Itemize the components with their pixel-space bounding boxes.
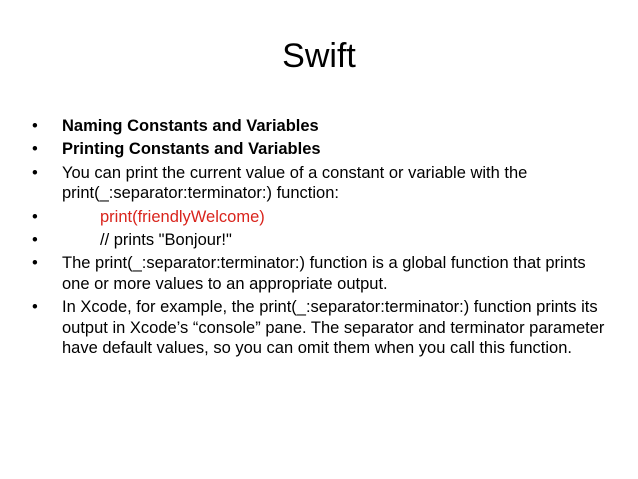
bullet-text: In Xcode, for example, the print(_:separator:terminator:) function prints its output in Xcode’s “console” pane. The separator and terminator parameter have default values, so you can omit them when you call this function. <box>62 298 605 358</box>
bullet-item <box>32 163 612 204</box>
bullet-text: Naming Constants and Variables <box>62 117 319 135</box>
code-comment: // prints "Bonjour!" <box>100 231 232 250</box>
bullet-text: Printing Constants and Variables <box>62 140 321 159</box>
bullet-item <box>32 139 612 159</box>
bullet-dot: • <box>32 140 38 159</box>
bullet-text: The print(_:separator:terminator:) function is a global function that prints one or more values to an appropriate output. <box>62 254 586 293</box>
bullet-dot: • <box>32 254 38 273</box>
bullet-text: You can print the current value of a constant or variable with the print(_:separator:terminator:) function: <box>62 163 528 203</box>
bullet-dot: • <box>32 117 38 135</box>
bullet-item <box>32 253 612 294</box>
bullet-dot: • <box>32 207 38 226</box>
code-line: print(friendlyWelcome) <box>100 207 265 226</box>
slide-title: Swift <box>282 37 356 75</box>
bullet-item <box>32 207 612 227</box>
bullet-item <box>32 116 612 136</box>
bullet-item <box>32 297 612 358</box>
bullet-dot: • <box>32 231 38 250</box>
bullet-item <box>32 230 612 250</box>
bullet-list <box>32 116 612 361</box>
bullet-dot: • <box>32 298 38 317</box>
bullet-dot: • <box>32 163 38 182</box>
